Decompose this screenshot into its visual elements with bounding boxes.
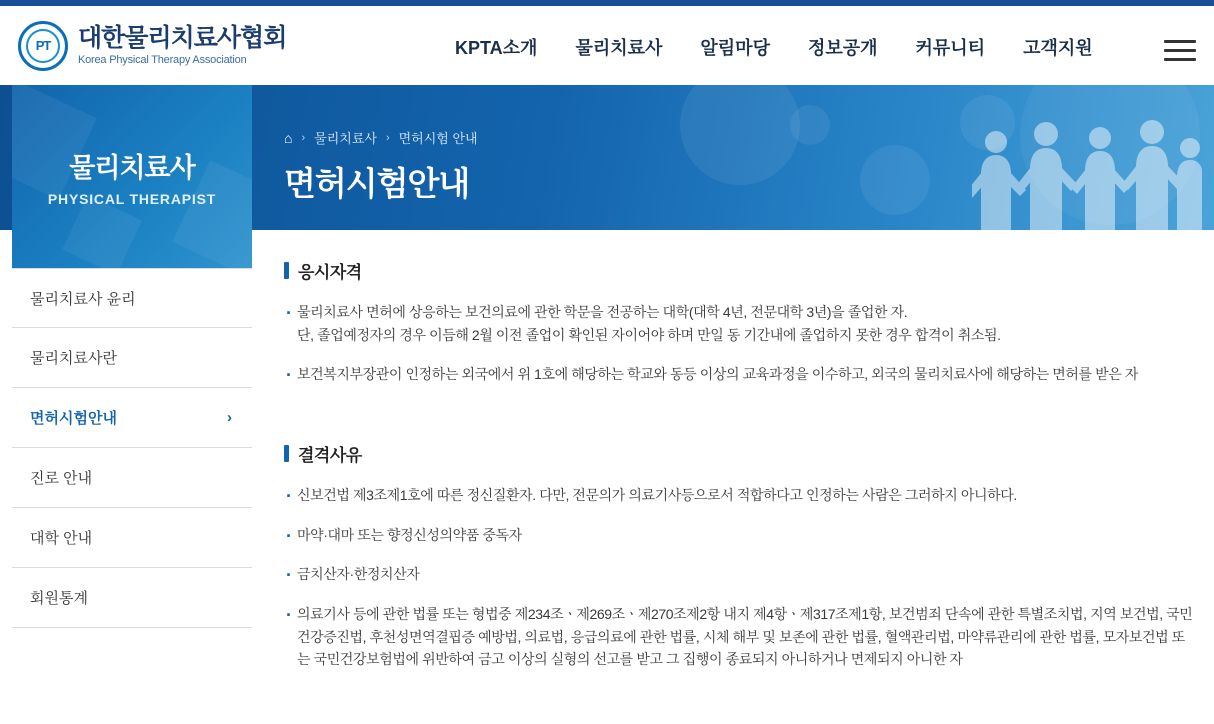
list-item: · 신보건법 제3조제1호에 따른 정신질환자. 다만, 전문의가 의료기사등으로서 적합하다고 인정하는 사람은 그러하지 아니하다. [284, 484, 1194, 507]
sidebar-menu [12, 268, 252, 628]
decorative-circle [790, 105, 830, 145]
decorative-circle [860, 145, 930, 215]
disqualification-list [284, 484, 1194, 671]
heading-accent-bar [284, 262, 289, 279]
heading-accent-bar [284, 445, 289, 462]
list-item: · 보건복지부장관이 인정하는 외국에서 위 1호에 해당하는 학교와 동등 이상의 교육과정을 이수하고, 외국의 물리치료사에 해당하는 면허를 받은 자 [284, 363, 1194, 386]
association-emblem-icon [18, 21, 68, 71]
left-sidebar [12, 85, 252, 628]
list-item: · 물리치료사 면허에 상응하는 보건의료에 관한 학문을 전공하는 대학(대학 4년, 전문대학 3년)을 졸업한 자. 단, 졸업예정자의 경우 이듬해 2월 이전 졸업이 확인된 자이어야 하며 만일 동 기간내에 졸업하지 못한 경우 합격이 취소됨. [284, 301, 1194, 346]
sidebar-item-label: 물리치료사 윤리 [30, 290, 136, 308]
sidebar-item-label: 대학 안내 [30, 530, 93, 547]
sidebar-item-label: 진로 안내 [30, 470, 93, 487]
site-header [0, 6, 1214, 85]
nav-item-community[interactable]: 커뮤니티 [915, 38, 986, 58]
breadcrumb-item-physical-therapist[interactable]: 물리치료사 [314, 131, 377, 146]
emblem-text: PT [35, 38, 51, 53]
list-item: · 금치산자·한정치산자 [284, 563, 1194, 586]
logo-title-en: Korea Physical Therapy Association [78, 54, 247, 67]
section-heading [284, 441, 1194, 466]
sidebar-header [12, 85, 252, 268]
sidebar-item-label: 물리치료사란 [30, 350, 117, 367]
sidebar-title-kr: 물리치료사 [69, 153, 195, 183]
chevron-right-icon: › [227, 409, 232, 426]
breadcrumb [284, 128, 478, 147]
site-logo[interactable] [18, 21, 286, 71]
nav-item-physical-therapist[interactable]: 물리치료사 [575, 38, 663, 58]
list-item: · 마약·대마 또는 향정신성의약품 중독자 [284, 524, 1194, 547]
breadcrumb-separator: › [301, 131, 306, 144]
breadcrumb-item-license-exam[interactable]: 면허시험 안내 [398, 131, 478, 146]
sidebar-item-university-guide[interactable] [12, 508, 252, 568]
eligibility-list [284, 301, 1194, 386]
nav-item-information-disclosure[interactable]: 정보공개 [807, 38, 878, 58]
section-heading-label: 결격사유 [298, 446, 362, 466]
section-spacer [284, 403, 1194, 433]
sidebar-item-label: 면허시험안내 [30, 410, 117, 427]
page-title: 면허시험안내 [284, 165, 470, 202]
sidebar-item-what-is-pt[interactable] [12, 328, 252, 388]
section-disqualification [284, 441, 1194, 671]
decorative-circle [680, 85, 800, 185]
list-item: · 의료기사 등에 관한 법률 또는 형법중 제234조ㆍ제269조ㆍ제270조제2항 내지 제4항ㆍ제317조제1항, 보건범죄 단속에 관한 특별조치법, 지역 보건법, 국민건강증진법, 후천성면역결핍증 예방법, 의료법, 응급의료에 관한 법률, 시체 해부 및 보존에 관한 법률, 혈액관리법, 마약류관리에 관한 법률, 모자보건법 또는 국민건강보험법에 위반하여 금고 이상의 실형의 선고를 받고 그 집행이 종료되지 아니하거나 면제되지 아니한 자 [284, 603, 1194, 671]
nav-item-notice[interactable]: 알림마당 [700, 38, 770, 58]
section-eligibility [284, 258, 1194, 386]
main-content [284, 250, 1194, 688]
main-navigation [455, 34, 1093, 60]
hamburger-icon[interactable] [1164, 40, 1196, 62]
logo-title-kr: 대한물리치료사협회 [78, 23, 287, 52]
sidebar-item-member-statistics[interactable] [12, 568, 252, 628]
breadcrumb-separator: › [385, 131, 390, 144]
home-icon[interactable]: ⌂ [284, 129, 293, 146]
section-heading-label: 응시자격 [298, 263, 362, 282]
sidebar-item-ethics[interactable] [12, 268, 252, 328]
nav-item-customer-support[interactable]: 고객지원 [1023, 38, 1093, 58]
nav-item-kpta-intro[interactable]: KPTA소개 [455, 38, 538, 58]
sidebar-item-license-exam[interactable] [12, 388, 252, 448]
section-heading [284, 258, 1194, 283]
sidebar-item-career-guide[interactable] [12, 448, 252, 508]
people-silhouette-icon [972, 112, 1202, 230]
sidebar-item-label: 회원통계 [30, 590, 88, 607]
sidebar-title-en: PHYSICAL THERAPIST [47, 191, 217, 207]
